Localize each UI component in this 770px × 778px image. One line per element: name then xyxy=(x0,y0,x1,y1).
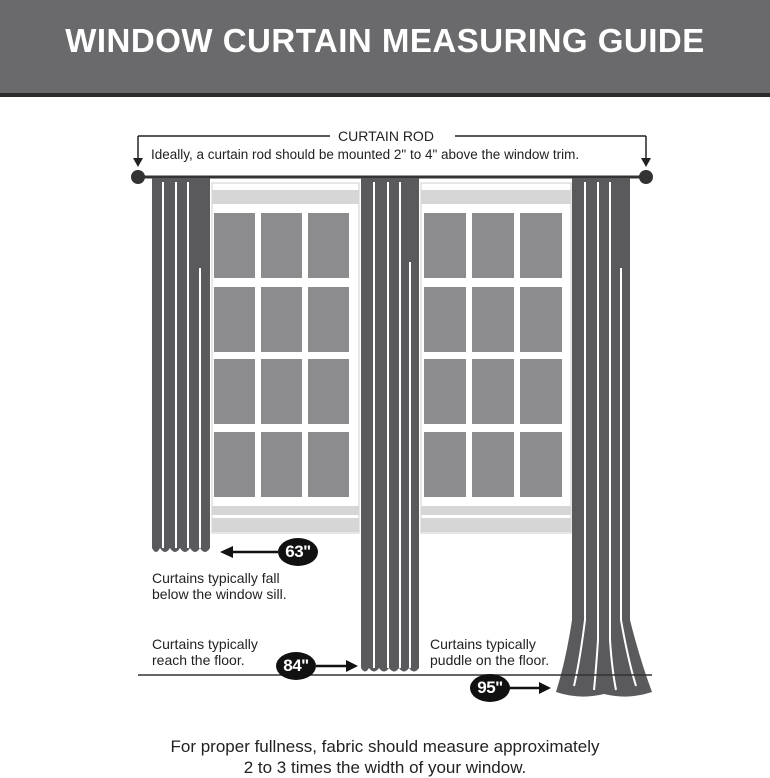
curtain-panel-84 xyxy=(361,178,419,672)
rod-arrow-left-icon xyxy=(133,158,143,167)
page-title: WINDOW CURTAIN MEASURING GUIDE xyxy=(65,22,705,59)
rod-finial-left xyxy=(131,170,145,184)
caption-63-line2: below the window sill. xyxy=(152,586,287,602)
window-pane xyxy=(424,432,466,497)
window-pane xyxy=(472,213,514,278)
window-pane xyxy=(424,359,466,424)
window-pane xyxy=(520,213,562,278)
window-pane xyxy=(424,287,466,352)
caption-84-line1: Curtains typically xyxy=(152,636,258,652)
caption-95-line1: Curtains typically xyxy=(430,636,536,652)
window-pane xyxy=(308,213,349,278)
arrow-63-icon xyxy=(220,546,278,558)
rod-finial-right xyxy=(639,170,653,184)
caption-95-line2: puddle on the floor. xyxy=(430,652,550,668)
window-pane xyxy=(472,359,514,424)
window-pane xyxy=(424,213,466,278)
window-pane xyxy=(520,287,562,352)
rod-label: CURTAIN ROD xyxy=(338,128,434,144)
arrow-84-icon xyxy=(316,660,358,672)
window-pane xyxy=(520,359,562,424)
rod-note: Ideally, a curtain rod should be mounted 2" to 4" above the window trim. xyxy=(151,147,580,162)
window-pane xyxy=(472,287,514,352)
window-pane xyxy=(308,359,349,424)
footer-line2: 2 to 3 times the width of your window. xyxy=(243,758,527,777)
caption-84-line2: reach the floor. xyxy=(152,652,245,668)
badge-63: 63" xyxy=(278,538,318,566)
curtain-panel-63 xyxy=(152,178,210,552)
caption-63-line1: Curtains typically fall xyxy=(152,570,280,586)
footer-note xyxy=(0,736,770,778)
window-pane xyxy=(214,359,255,424)
window-pane xyxy=(214,213,255,278)
rod-arrow-right-icon xyxy=(641,158,651,167)
window-pane xyxy=(261,213,302,278)
window-pane xyxy=(520,432,562,497)
window-pane xyxy=(308,287,349,352)
window-pane xyxy=(214,432,255,497)
window-pane xyxy=(261,359,302,424)
arrow-95-icon xyxy=(508,682,551,694)
footer-line1: For proper fullness, fabric should measure approximately xyxy=(170,737,600,756)
badge-84: 84" xyxy=(276,652,316,680)
window-pane xyxy=(214,287,255,352)
window-pane xyxy=(261,287,302,352)
window-pane xyxy=(308,432,349,497)
window-pane xyxy=(261,432,302,497)
badge-95: 95" xyxy=(470,674,510,702)
window-pane xyxy=(472,432,514,497)
